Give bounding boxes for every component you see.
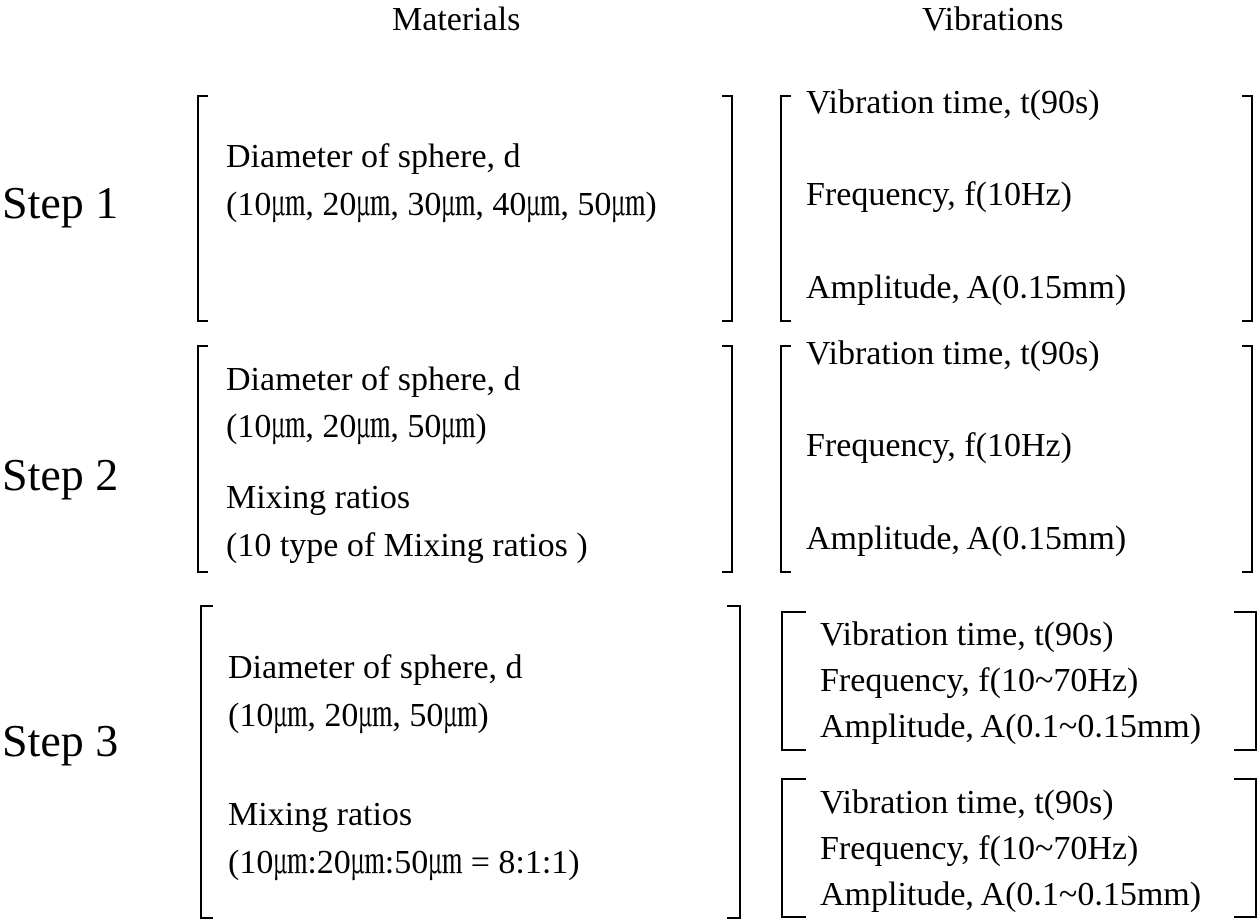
step2-vibrations-right-bracket: [1242, 346, 1252, 572]
step1-materials-right-bracket: [722, 96, 732, 321]
step3-label: Step 3: [2, 715, 119, 766]
step3-diameter-label: Diameter of sphere, d: [228, 649, 523, 686]
step2-materials-left-bracket: [198, 346, 208, 572]
step1-vibrations-left-bracket: [781, 96, 791, 321]
step3-mixing-values: (10㎛:20㎛:50㎛ = 8:1:1): [228, 844, 580, 881]
step2-vibration-time: Vibration time, t(90s): [806, 335, 1100, 372]
step1-amplitude: Amplitude, A(0.15mm): [806, 269, 1127, 306]
step3b-amplitude: Amplitude, A(0.1~0.15mm): [820, 876, 1202, 913]
step1-label: Step 1: [2, 177, 119, 228]
step1-diameter-label: Diameter of sphere, d: [226, 138, 521, 175]
step2-label: Step 2: [2, 449, 119, 500]
step3-vibrations-a-left-bracket: [782, 612, 806, 750]
materials-header: Materials: [392, 1, 521, 38]
step1-vibrations-right-bracket: [1242, 96, 1252, 321]
step1-frequency: Frequency, f(10Hz): [806, 176, 1072, 213]
step2-materials-right-bracket: [722, 346, 732, 572]
step2-frequency: Frequency, f(10Hz): [806, 427, 1072, 464]
step3b-frequency: Frequency, f(10~70Hz): [820, 830, 1139, 867]
step3b-vibration-time: Vibration time, t(90s): [820, 784, 1114, 821]
step3a-frequency: Frequency, f(10~70Hz): [820, 662, 1139, 699]
step2-vibrations-left-bracket: [781, 346, 791, 572]
step3-mixing-label: Mixing ratios: [228, 796, 413, 833]
step2-mixing-values: (10 type of Mixing ratios ): [226, 527, 588, 564]
step1-vibration-time: Vibration time, t(90s): [806, 84, 1100, 121]
step3a-vibration-time: Vibration time, t(90s): [820, 616, 1114, 653]
step1-materials-left-bracket: [198, 96, 208, 321]
step3-vibrations-b-right-bracket: [1234, 779, 1256, 917]
step2-diameter-values: (10㎛, 20㎛, 50㎛): [226, 408, 487, 445]
vibrations-header: Vibrations: [922, 1, 1064, 38]
step1-diameter-values: (10㎛, 20㎛, 30㎛, 40㎛, 50㎛): [226, 186, 657, 223]
step3-materials-right-bracket: [727, 606, 740, 918]
step2-diameter-label: Diameter of sphere, d: [226, 361, 521, 398]
step2-amplitude: Amplitude, A(0.15mm): [806, 520, 1127, 557]
step3-vibrations-b-left-bracket: [782, 779, 806, 917]
step3-materials-left-bracket: [201, 606, 213, 918]
step3-diameter-values: (10㎛, 20㎛, 50㎛): [228, 697, 489, 734]
step3-vibrations-a-right-bracket: [1234, 612, 1256, 750]
step3a-amplitude: Amplitude, A(0.1~0.15mm): [820, 708, 1202, 745]
step2-mixing-label: Mixing ratios: [226, 479, 411, 516]
